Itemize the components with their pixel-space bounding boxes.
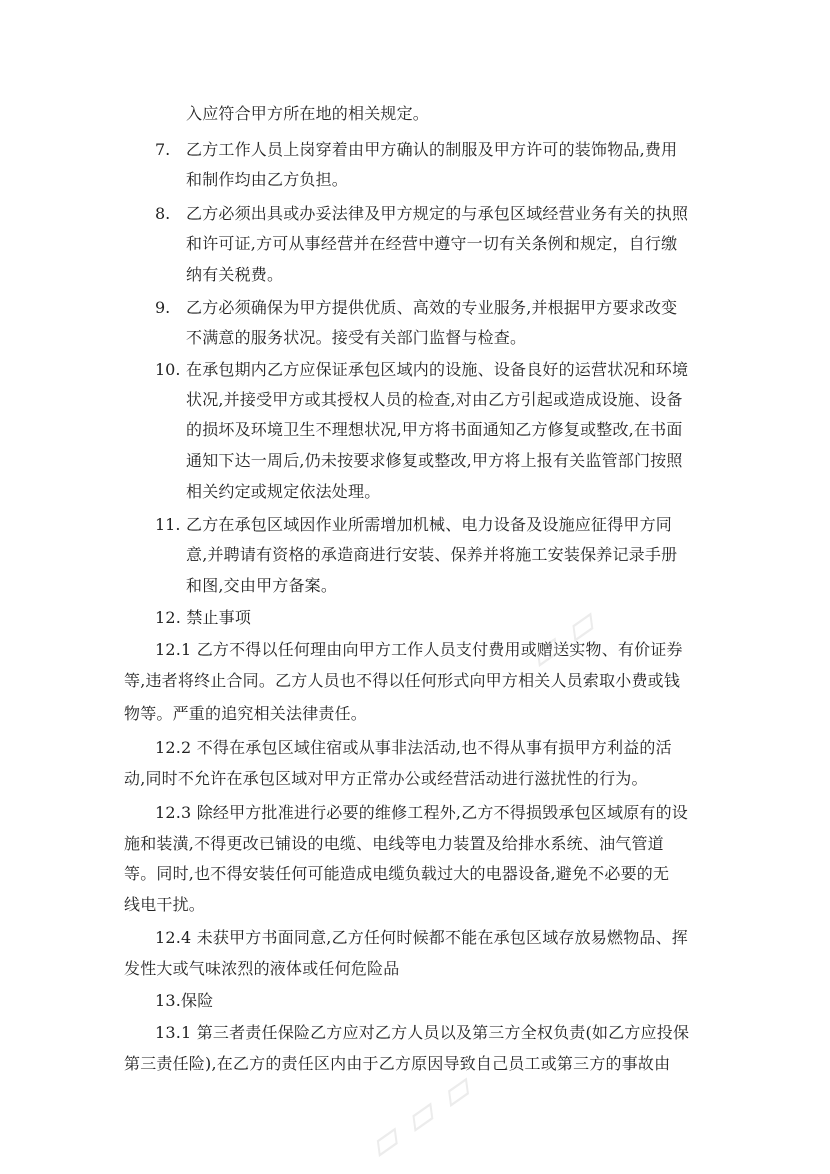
item-number: 10.: [155, 360, 181, 379]
item-line: 和制作均由乙方负担。: [186, 170, 349, 189]
paragraph-line: 线电干扰。: [124, 895, 206, 914]
item-line: 乙方必须确保为甲方提供优质、高效的专业服务,并根据甲方要求改变: [186, 298, 678, 317]
paragraph-line: 等。同时,也不得安装任何可能造成电缆负载过大的电器设备,避免不必要的无: [124, 864, 670, 883]
paragraph-line: 动,同时不允许在承包区域对甲方正常办公或经营活动进行滋扰性的行为。: [124, 769, 648, 788]
paragraph-line: 13.1 第三者责任保险乙方应对乙方人员以及第三方全权负责(如乙方应投保: [155, 1023, 690, 1042]
paragraph-line: 12.4 未获甲方书面同意,乙方任何时候都不能在承包区域存放易燃物品、挥: [155, 928, 688, 947]
item-line: 乙方必须出具或办妥法律及甲方规定的与承包区域经营业务有关的执照: [186, 204, 689, 223]
item-line: 相关约定或规定依法处理。: [186, 482, 381, 501]
paragraph-line: 12.2 不得在承包区域住宿或从事非法活动,也不得从事有损甲方利益的活: [155, 738, 672, 757]
paragraph-line: 等,违者将终止合同。乙方人员也不得以任何形式向甲方相关人员索取小费或钱: [124, 671, 681, 690]
section-heading: 12. 禁止事项: [155, 608, 252, 627]
item-number: 8.: [155, 204, 171, 223]
item-line: 状况,并接受甲方或其授权人员的检查,对由乙方引起或造成设施、设备: [186, 390, 683, 409]
item-line: 的损坏及环境卫生不理想状况,甲方将书面通知乙方修复或整改,在书面: [186, 420, 683, 439]
item-line: 意,并聘请有资格的承造商进行安装、保养并将施工安装保养记录手册: [186, 545, 678, 564]
item-line: 和许可证,方可从事经营并在经营中遵守一切有关条例和规定，自行缴: [186, 234, 678, 253]
item-line: 在承包期内乙方应保证承包区域内的设施、设备良好的运营状况和环境: [186, 360, 689, 379]
section-heading: 13.保险: [155, 991, 214, 1010]
item-line: 乙方在承包区域因作业所需增加机械、电力设备及设施应征得甲方同: [186, 515, 673, 534]
paragraph-line: 12.3 除经甲方批准进行必要的维修工程外,乙方不得损毁承包区域原有的设: [155, 803, 688, 822]
paragraph-line: 第三责任险),在乙方的责任区内由于乙方原因导致自己员工或第三方的事故由: [124, 1054, 671, 1073]
paragraph-line: 施和装潢,不得更改已铺设的电缆、电线等电力装置及给排水系统、油气管道: [124, 834, 664, 853]
paragraph-line: 物等。严重的追究相关法律责任。: [124, 704, 368, 723]
watermark-mark: ▱ ▱ ▱: [360, 1062, 483, 1168]
paragraph-line: 发性大或气味浓烈的液体或任何危险品: [124, 959, 400, 978]
item-number: 9.: [155, 298, 171, 317]
item-line: 不满意的服务状况。接受有关部门监督与检查。: [186, 328, 527, 347]
item-line: 入应符合甲方所在地的相关规定。: [186, 104, 430, 123]
watermark-mark: ▱ ▱: [520, 597, 608, 678]
item-number: 7.: [155, 140, 171, 159]
paragraph-line: 12.1 乙方不得以任何理由向甲方工作人员支付费用或赠送实物、有价证券: [155, 640, 683, 659]
item-number: 11.: [155, 515, 181, 534]
item-line: 和图,交由甲方备案。: [186, 576, 338, 595]
item-line: 通知下达一周后,仍未按要求修复或整改,甲方将上报有关监管部门按照: [186, 451, 683, 470]
item-line: 纳有关税费。: [186, 265, 284, 284]
item-line: 乙方工作人员上岗穿着由甲方确认的制服及甲方许可的装饰物品,费用: [186, 140, 678, 159]
